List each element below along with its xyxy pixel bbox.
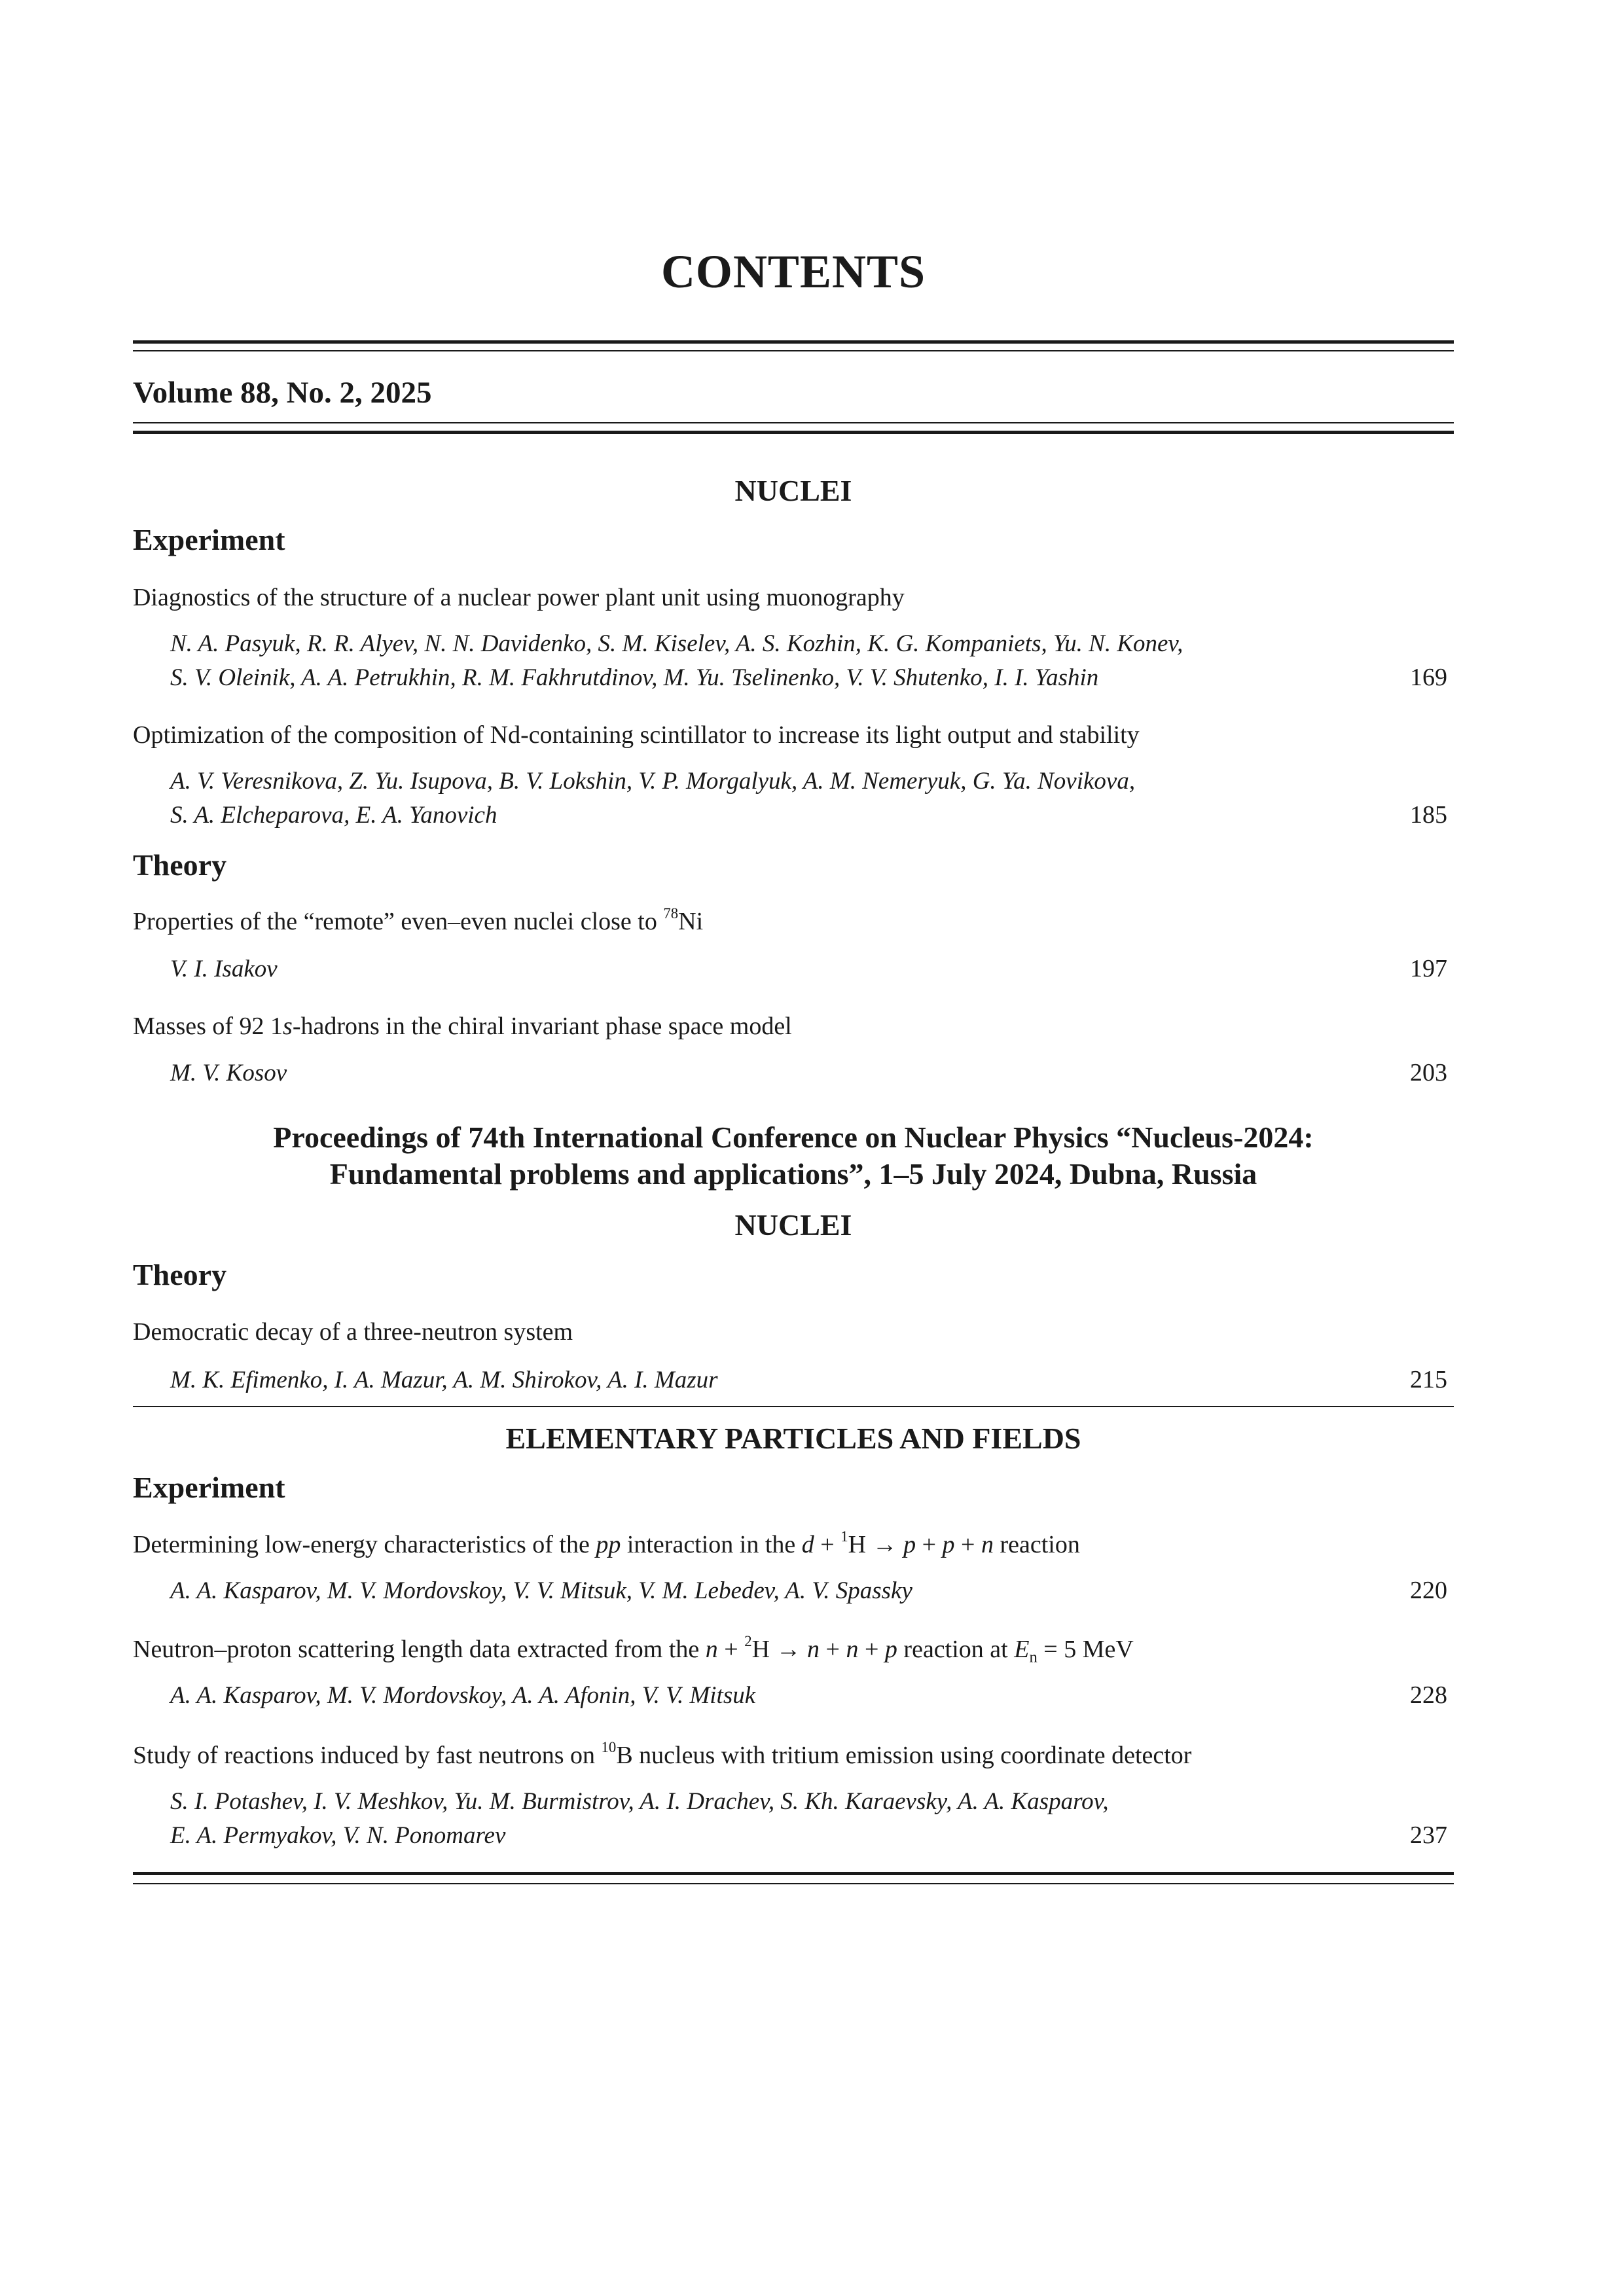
contents-page — [133, 0, 1454, 2296]
section-heading-elementary-particles: ELEMENTARY PARTICLES AND FIELDS — [505, 1422, 1081, 1455]
volume-info: Volume 88, No. 2, 2025 — [133, 376, 432, 410]
proceedings-heading — [133, 1119, 1454, 1193]
page-number[interactable]: 228 — [1410, 1681, 1447, 1709]
subsection-heading-theory: Theory — [133, 1258, 227, 1291]
article-authors: A. A. Kasparov, M. V. Mordovskoy, V. V. Mitsuk, V. M. Lebedev, A. V. Spassky — [170, 1577, 912, 1604]
proceedings-line-2: Fundamental problems and applications”, 1–5 July 2024, Dubna, Russia — [329, 1157, 1257, 1191]
page-number[interactable]: 215 — [1410, 1366, 1447, 1393]
page-number[interactable]: 197 — [1410, 955, 1447, 982]
section-heading-nuclei: NUCLEI — [734, 1208, 852, 1242]
divider — [133, 350, 1454, 351]
section-heading-nuclei: NUCLEI — [734, 474, 852, 507]
article-authors: N. A. Pasyuk, R. R. Alyev, N. N. Davidenko, S. M. Kiselev, A. S. Kozhin, K. G. Kompaniets, Yu. N. Konev, S. V. Oleinik, A. A. Petrukhin, R. M. Fakhrutdinov, M. Yu. Tselinenko, V. V. Shutenko, I. I. Yashin — [170, 630, 1183, 691]
page-number[interactable]: 203 — [1410, 1059, 1447, 1086]
article-authors: A. A. Kasparov, M. V. Mordovskoy, A. A. Afonin, V. V. Mitsuk — [170, 1682, 756, 1709]
article-title[interactable]: Diagnostics of the structure of a nuclear power plant unit using muonography — [133, 584, 905, 611]
divider — [133, 340, 1454, 344]
divider — [133, 422, 1454, 423]
article-title[interactable]: Properties of the “remote” even–even nuclei close to $^{78}$Ni — [133, 905, 704, 935]
article-authors: V. I. Isakov — [170, 956, 278, 982]
subsection-heading-experiment: Experiment — [133, 523, 285, 556]
article-authors: S. I. Potashev, I. V. Meshkov, Yu. M. Burmistrov, A. I. Drachev, S. Kh. Karaevsky, A. A. Kasparov, E. A. Permyakov, V. N. Ponomarev — [170, 1788, 1109, 1849]
article-title[interactable]: Determining low-energy characteristics of the pp interaction in the d + $^1$H → p + p + n reaction — [133, 1528, 1080, 1558]
page-number[interactable]: 220 — [1410, 1577, 1447, 1604]
article-title[interactable]: Study of reactions induced by fast neutrons on $^{10}$B nucleus with tritium emission using coordinate detector — [133, 1738, 1192, 1769]
divider — [133, 1883, 1454, 1884]
article-authors: M. V. Kosov — [170, 1060, 287, 1086]
article-authors: M. K. Efimenko, I. A. Mazur, A. M. Shirokov, A. I. Mazur — [170, 1367, 718, 1393]
page-number[interactable]: 237 — [1410, 1821, 1447, 1849]
article-title[interactable]: Democratic decay of a three-neutron system — [133, 1318, 573, 1346]
divider — [133, 1872, 1454, 1875]
article-authors: A. V. Veresnikova, Z. Yu. Isupova, B. V. Lokshin, V. P. Morgalyuk, A. M. Nemeryuk, G. Ya. Novikova, S. A. Elcheparova, E. A. Yanovich — [170, 768, 1136, 829]
article-title[interactable]: Masses of 92 1s-hadrons in the chiral invariant phase space model — [133, 1013, 792, 1040]
proceedings-line-1: Proceedings of 74th International Conference on Nuclear Physics “Nucleus-2024: — [273, 1121, 1314, 1154]
divider — [133, 431, 1454, 434]
page-number[interactable]: 185 — [1410, 801, 1447, 829]
article-title[interactable]: Optimization of the composition of Nd-containing scintillator to increase its light output and stability — [133, 721, 1140, 749]
page-title: CONTENTS — [660, 245, 926, 298]
article-title[interactable]: Neutron–proton scattering length data extracted from the n + $^2$H → n + n + p reaction at $E_n = 5$ MeV — [133, 1632, 1134, 1666]
page-number[interactable]: 169 — [1410, 664, 1447, 691]
subsection-heading-experiment: Experiment — [133, 1471, 285, 1504]
divider — [133, 1406, 1454, 1407]
subsection-heading-theory: Theory — [133, 848, 227, 882]
